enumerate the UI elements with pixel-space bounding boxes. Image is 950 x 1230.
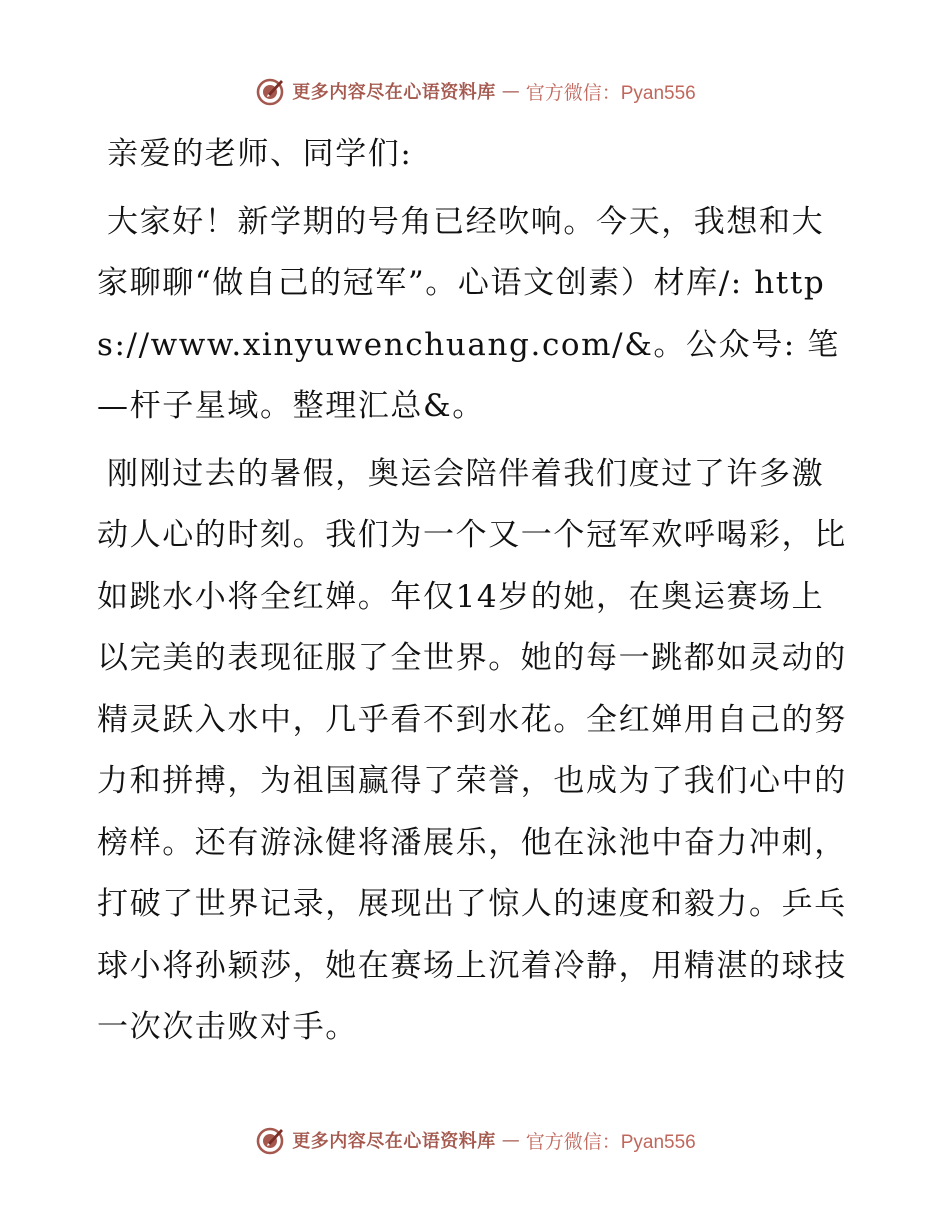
document-body [97, 124, 852, 1059]
banner-slogan: 更多内容尽在心语资料库 [292, 1131, 496, 1152]
paragraph-2: 刚刚过去的暑假，奥运会陪伴着我们度过了许多激动人心的时刻。我们为一个又一个冠军欢呼喝彩，比如跳水小将全红婵。年仅14岁的她，在奥运赛场上以完美的表现征服了全世界。她的每一跳都如灵动的精灵跃入水中，几乎看不到水花。全红婵用自己的努力和拼搏，为祖国赢得了荣誉，也成为了我们心中的榜样。还有游泳健将潘展乐，他在泳池中奋力冲刺，打破了世界记录，展现出了惊人的速度和毅力。乒乓球小将孙颖莎，她在赛场上沉着冷静，用精湛的球技一次次击败对手。 [97, 455, 847, 1045]
banner-account: 官方微信：Pyan556 [525, 1131, 696, 1153]
footer-banner [0, 1120, 950, 1160]
banner-slogan: 更多内容尽在心语资料库 [292, 82, 496, 103]
pen-circle-logo-icon [254, 75, 286, 107]
banner-account: 官方微信：Pyan556 [525, 82, 696, 104]
header-banner [0, 71, 950, 111]
paragraph-1: 大家好！新学期的号角已经吹响。今天，我想和大家聊聊“做自己的冠军”。心语文创素）材库/: https://www.xinyuwenchuang.com/&。公众号: 笔—杆子星域。整理汇总&。 [97, 203, 840, 424]
banner-separator: — [501, 1129, 520, 1151]
banner-separator: — [501, 80, 520, 102]
pen-circle-logo-icon [254, 1124, 286, 1156]
greeting: 亲爱的老师、同学们: [107, 136, 413, 172]
